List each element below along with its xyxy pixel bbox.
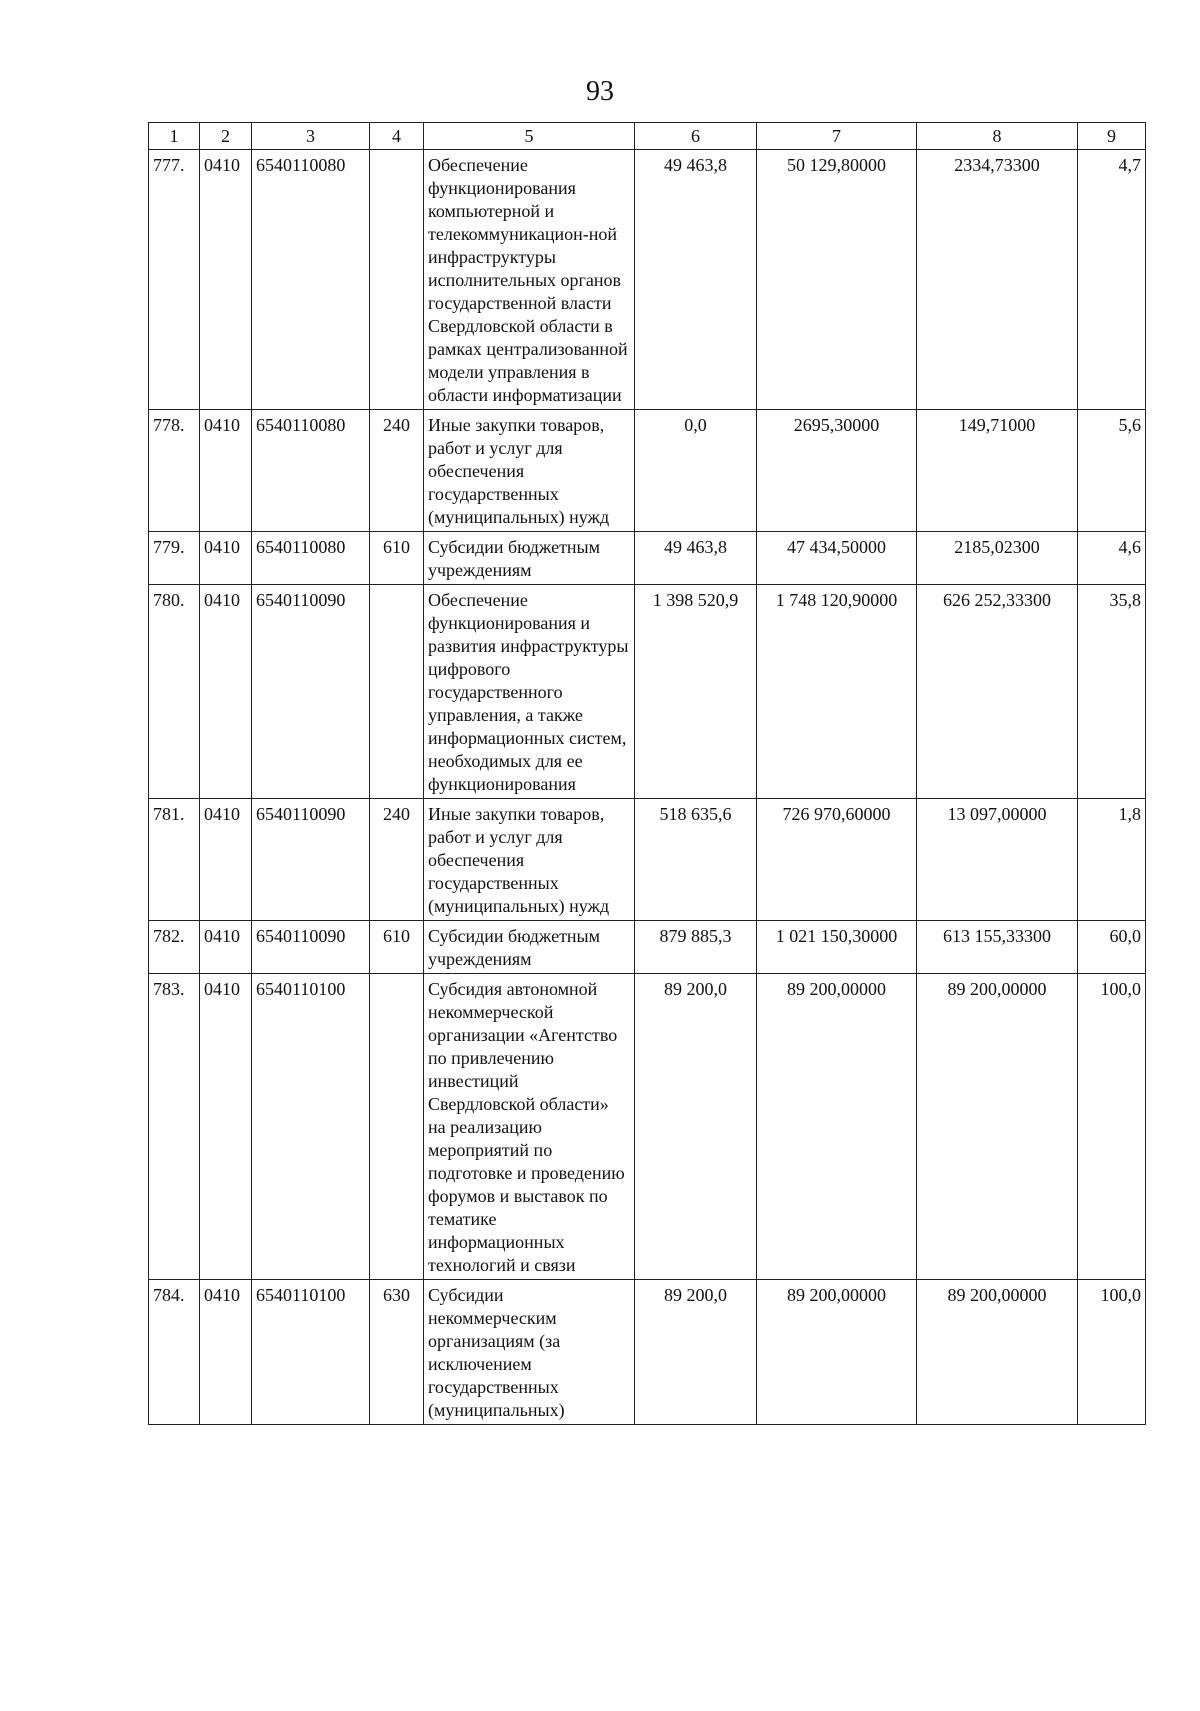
section-code: 0410	[200, 410, 252, 532]
value-col8: 89 200,00000	[917, 1280, 1078, 1425]
item-name: Субсидии бюджетным учреждениям	[424, 921, 635, 974]
table-row	[149, 974, 1146, 1280]
value-col7: 1 748 120,90000	[757, 585, 917, 799]
column-header: 4	[370, 123, 424, 150]
section-code: 0410	[200, 974, 252, 1280]
value-col8: 2334,73300	[917, 150, 1078, 410]
value-col6: 89 200,0	[635, 974, 757, 1280]
table-row	[149, 585, 1146, 799]
column-header: 6	[635, 123, 757, 150]
table-row	[149, 410, 1146, 532]
item-name: Иные закупки товаров, работ и услуг для обеспечения государственных (муниципальных) нужд	[424, 799, 635, 921]
percent-value: 100,0	[1078, 1280, 1146, 1425]
value-col6: 49 463,8	[635, 532, 757, 585]
row-number: 779.	[149, 532, 200, 585]
value-col7: 2695,30000	[757, 410, 917, 532]
value-col7: 726 970,60000	[757, 799, 917, 921]
article-code: 6540110080	[252, 150, 370, 410]
article-code: 6540110090	[252, 585, 370, 799]
expense-type-code	[370, 150, 424, 410]
value-col8: 13 097,00000	[917, 799, 1078, 921]
row-number: 784.	[149, 1280, 200, 1425]
table-row	[149, 150, 1146, 410]
expense-type-code: 610	[370, 532, 424, 585]
row-number: 782.	[149, 921, 200, 974]
row-number: 780.	[149, 585, 200, 799]
item-name: Обеспечение функционирования и развития инфраструктуры цифрового государственного управления, а также информационных систем, необходимых для ее функционирования	[424, 585, 635, 799]
percent-value: 60,0	[1078, 921, 1146, 974]
percent-value: 5,6	[1078, 410, 1146, 532]
percent-value: 4,6	[1078, 532, 1146, 585]
row-number: 781.	[149, 799, 200, 921]
column-header: 2	[200, 123, 252, 150]
section-code: 0410	[200, 1280, 252, 1425]
row-number: 778.	[149, 410, 200, 532]
value-col6: 518 635,6	[635, 799, 757, 921]
value-col6: 0,0	[635, 410, 757, 532]
item-name: Субсидия автономной некоммерческой организации «Агентство по привлечению инвестиций Свердловской области» на реализацию мероприятий по подготовке и проведению форумов и выставок по тематике информационных технологий и связи	[424, 974, 635, 1280]
value-col8: 2185,02300	[917, 532, 1078, 585]
item-name: Иные закупки товаров, работ и услуг для обеспечения государственных (муниципальных) нужд	[424, 410, 635, 532]
value-col7: 1 021 150,30000	[757, 921, 917, 974]
value-col7: 50 129,80000	[757, 150, 917, 410]
table-row	[149, 1280, 1146, 1425]
table-row	[149, 921, 1146, 974]
value-col7: 89 200,00000	[757, 974, 917, 1280]
percent-value: 1,8	[1078, 799, 1146, 921]
expense-type-code	[370, 974, 424, 1280]
article-code: 6540110100	[252, 1280, 370, 1425]
column-header: 3	[252, 123, 370, 150]
value-col6: 879 885,3	[635, 921, 757, 974]
header-row	[149, 123, 1146, 150]
table-row	[149, 532, 1146, 585]
value-col6: 1 398 520,9	[635, 585, 757, 799]
section-code: 0410	[200, 532, 252, 585]
value-col8: 149,71000	[917, 410, 1078, 532]
section-code: 0410	[200, 799, 252, 921]
expense-type-code	[370, 585, 424, 799]
expense-type-code: 240	[370, 410, 424, 532]
value-col8: 613 155,33300	[917, 921, 1078, 974]
column-header: 9	[1078, 123, 1146, 150]
value-col6: 49 463,8	[635, 150, 757, 410]
column-header: 5	[424, 123, 635, 150]
article-code: 6540110100	[252, 974, 370, 1280]
column-header: 1	[149, 123, 200, 150]
expense-type-code: 610	[370, 921, 424, 974]
column-header: 7	[757, 123, 917, 150]
row-number: 783.	[149, 974, 200, 1280]
row-number: 777.	[149, 150, 200, 410]
value-col7: 89 200,00000	[757, 1280, 917, 1425]
article-code: 6540110080	[252, 410, 370, 532]
percent-value: 4,7	[1078, 150, 1146, 410]
value-col7: 47 434,50000	[757, 532, 917, 585]
percent-value: 100,0	[1078, 974, 1146, 1280]
page-number: 93	[586, 76, 614, 107]
item-name: Субсидии бюджетным учреждениям	[424, 532, 635, 585]
table-row	[149, 799, 1146, 921]
article-code: 6540110090	[252, 921, 370, 974]
value-col8: 626 252,33300	[917, 585, 1078, 799]
expense-type-code: 240	[370, 799, 424, 921]
column-header: 8	[917, 123, 1078, 150]
article-code: 6540110090	[252, 799, 370, 921]
value-col6: 89 200,0	[635, 1280, 757, 1425]
section-code: 0410	[200, 921, 252, 974]
budget-table	[148, 122, 1146, 1425]
percent-value: 35,8	[1078, 585, 1146, 799]
section-code: 0410	[200, 585, 252, 799]
section-code: 0410	[200, 150, 252, 410]
expense-type-code: 630	[370, 1280, 424, 1425]
article-code: 6540110080	[252, 532, 370, 585]
item-name: Субсидии некоммерческим организациям (за исключением государственных (муниципальных)	[424, 1280, 635, 1425]
value-col8: 89 200,00000	[917, 974, 1078, 1280]
item-name: Обеспечение функционирования компьютерной и телекоммуникацион-ной инфраструктуры исполнительных органов государственной власти Свердловской области в рамках централизованной модели управления в области информатизации	[424, 150, 635, 410]
